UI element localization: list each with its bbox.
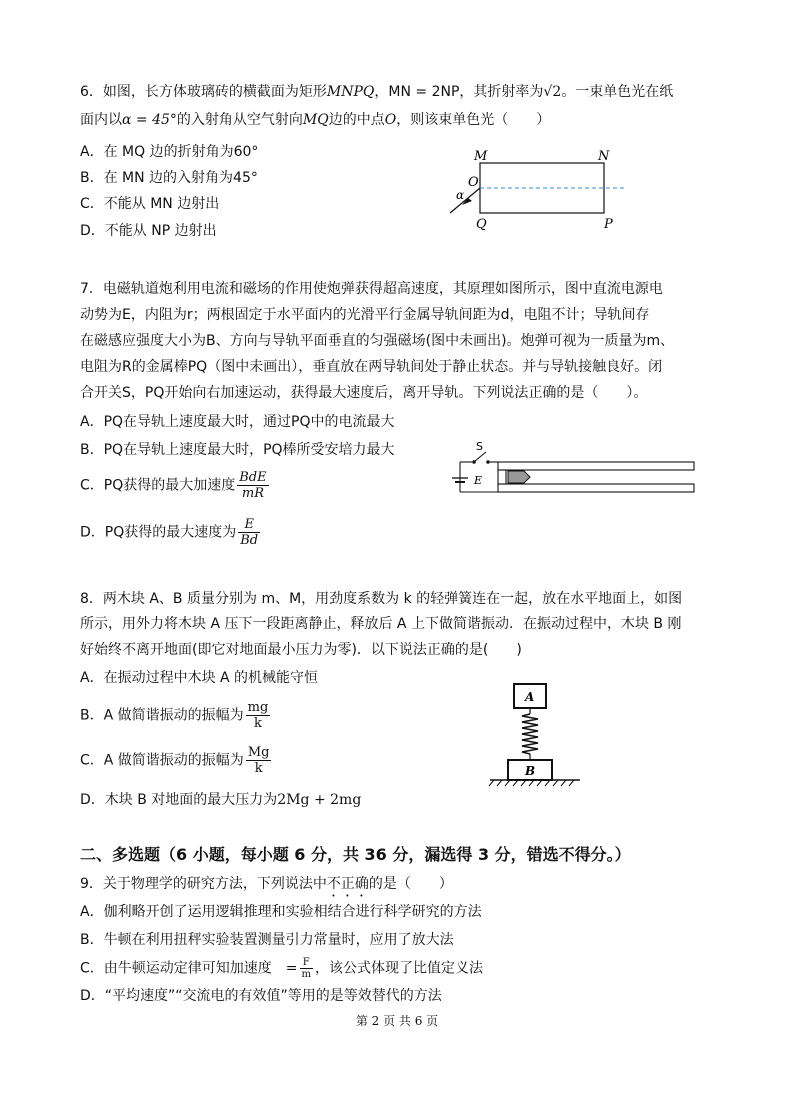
switch-s <box>475 452 486 461</box>
q7-stem-line5: 合开关S，PQ开始向右加速运动，获得最大速度后，离开导轨。下列说法正确的是（ ）。 <box>80 385 648 401</box>
q7-option-a[interactable]: A．PQ在导轨上速度最大时，通过PQ中的电流最大 <box>80 414 395 430</box>
rail-bottom <box>498 484 694 492</box>
rail-top <box>498 462 694 470</box>
label-p: P <box>604 217 613 232</box>
q7-stem-line1: 7．电磁轨道炮利用电流和磁场的作用使炮弹获得超高速度，其原理如图所示，图中直流电源电 <box>80 281 663 297</box>
label-a: A <box>525 690 535 704</box>
incident-ray <box>450 188 480 213</box>
label-b: B <box>525 764 536 778</box>
label-alpha: α <box>456 188 465 202</box>
q9-option-c[interactable]: C．由牛顿运动定律可知加速度 = $\frac{F}{m}$ ，该公式体现了比值定义法 <box>80 957 483 980</box>
fraction: $\frac{E}{Bd}$ <box>240 517 259 548</box>
q6-option-c[interactable]: C．不能从 MN 边射出 <box>80 196 220 212</box>
q6-option-b[interactable]: B．在 MN 边的入射角为45° <box>80 170 258 186</box>
label-q: Q <box>476 217 487 232</box>
q6-figure-glass-brick <box>440 150 640 230</box>
section-heading: 二、多选题（6 小题，每小题 6 分，共 36 分，漏选得 3 分，错选不得分。） <box>80 845 631 864</box>
fraction: $\frac{\text{BdE}}{mR}$ <box>239 470 267 501</box>
q7-option-c[interactable]: C．PQ获得的最大加速度 $\frac{\text{BdE}}{mR}$ <box>80 470 267 501</box>
emphasis-text: 不正确 <box>326 876 369 892</box>
q9-option-d[interactable]: D．“平均速度”“交流电的有效值”等用的是等效替代的方法 <box>80 988 442 1004</box>
q6-option-a[interactable]: A．在 MQ 边的折射角为60° <box>80 144 259 160</box>
page-footer: 第 2 页 共 6 页 <box>355 1014 439 1028</box>
q8-stem-line1: 8．两木块 A、B 质量分别为 m、M，用劲度系数为 k 的轻弹簧连在一起，放在水平地面上，如图 <box>80 591 683 607</box>
label-e: E <box>474 474 483 487</box>
q7-stem-line2: 动势为E，内阻为r；两根固定于水平面内的光滑平行金属导轨间距为d，电阻不计；导轨间存 <box>80 307 650 323</box>
q9-option-b[interactable]: B．牛顿在利用扭秤实验装置测量引力常量时，应用了放大法 <box>80 932 454 948</box>
q7-figure-railgun <box>440 438 700 500</box>
fraction: $\frac{mg}{k}$ <box>247 700 269 731</box>
label-s: S <box>476 440 483 453</box>
q9-option-a[interactable]: A．伽利略开创了运用逻辑推理和实验相结合进行科学研究的方法 <box>80 904 482 920</box>
label-n: N <box>598 149 610 164</box>
q8-figure-spring-blocks <box>488 680 588 790</box>
q8-option-d[interactable]: D．木块 B 对地面的最大压力为2Mg + 2mg <box>80 792 362 808</box>
q6-stem-line2: 面内以α = 45°的入射角从空气射向MQ边的中点O，则该束单色光（ ） <box>80 112 551 128</box>
label-o: O <box>468 175 479 190</box>
q6-option-d[interactable]: D．不能从 NP 边射出 <box>80 223 217 239</box>
q8-option-b[interactable]: B．A 做简谐振动的振幅为 $\frac{mg}{k}$ <box>80 700 269 731</box>
spring <box>522 714 538 754</box>
q8-stem-line3: 好始终不离开地面(即它对地面最小压力为零)．以下说法正确的是( ) <box>80 642 522 658</box>
q8-stem-line2: 所示，用外力将木块 A 压下一段距离静止，释放后 A 上下做简谐振动．在振动过程中，木块 B 刚 <box>80 616 682 632</box>
q7-stem-line3: 在磁感应强度大小为B、方向与导轨平面垂直的匀强磁场(图中未画出)。炮弹可视为一质量为m、 <box>80 333 675 349</box>
fraction: $\frac{Mg}{k}$ <box>247 745 270 776</box>
label-m: M <box>474 149 488 164</box>
q8-option-c[interactable]: C．A 做简谐振动的振幅为 $\frac{Mg}{k}$ <box>80 745 270 776</box>
projectile <box>508 471 530 483</box>
q7-option-b[interactable]: B．PQ在导轨上速度最大时，PQ棒所受安培力最大 <box>80 442 395 458</box>
fraction: $\frac{F}{m}$ <box>301 957 311 980</box>
q7-stem-line4: 电阻为R的金属棒PQ（图中未画出），垂直放在两导轨间处于静止状态。并与导轨接触良好。闭 <box>80 359 663 375</box>
q8-option-a[interactable]: A．在振动过程中木块 A 的机械能守恒 <box>80 670 319 686</box>
q6-stem-line1: 6．如图，长方体玻璃砖的横截面为矩形MNPQ，MN = 2NP，其折射率为√2。一束单色光在纸 <box>80 84 674 100</box>
q9-stem: 9．关于物理学的研究方法，下列说法中不正确的是（ ） <box>80 876 453 892</box>
q7-option-d[interactable]: D．PQ获得的最大速度为 $\frac{E}{Bd}$ <box>80 517 259 548</box>
